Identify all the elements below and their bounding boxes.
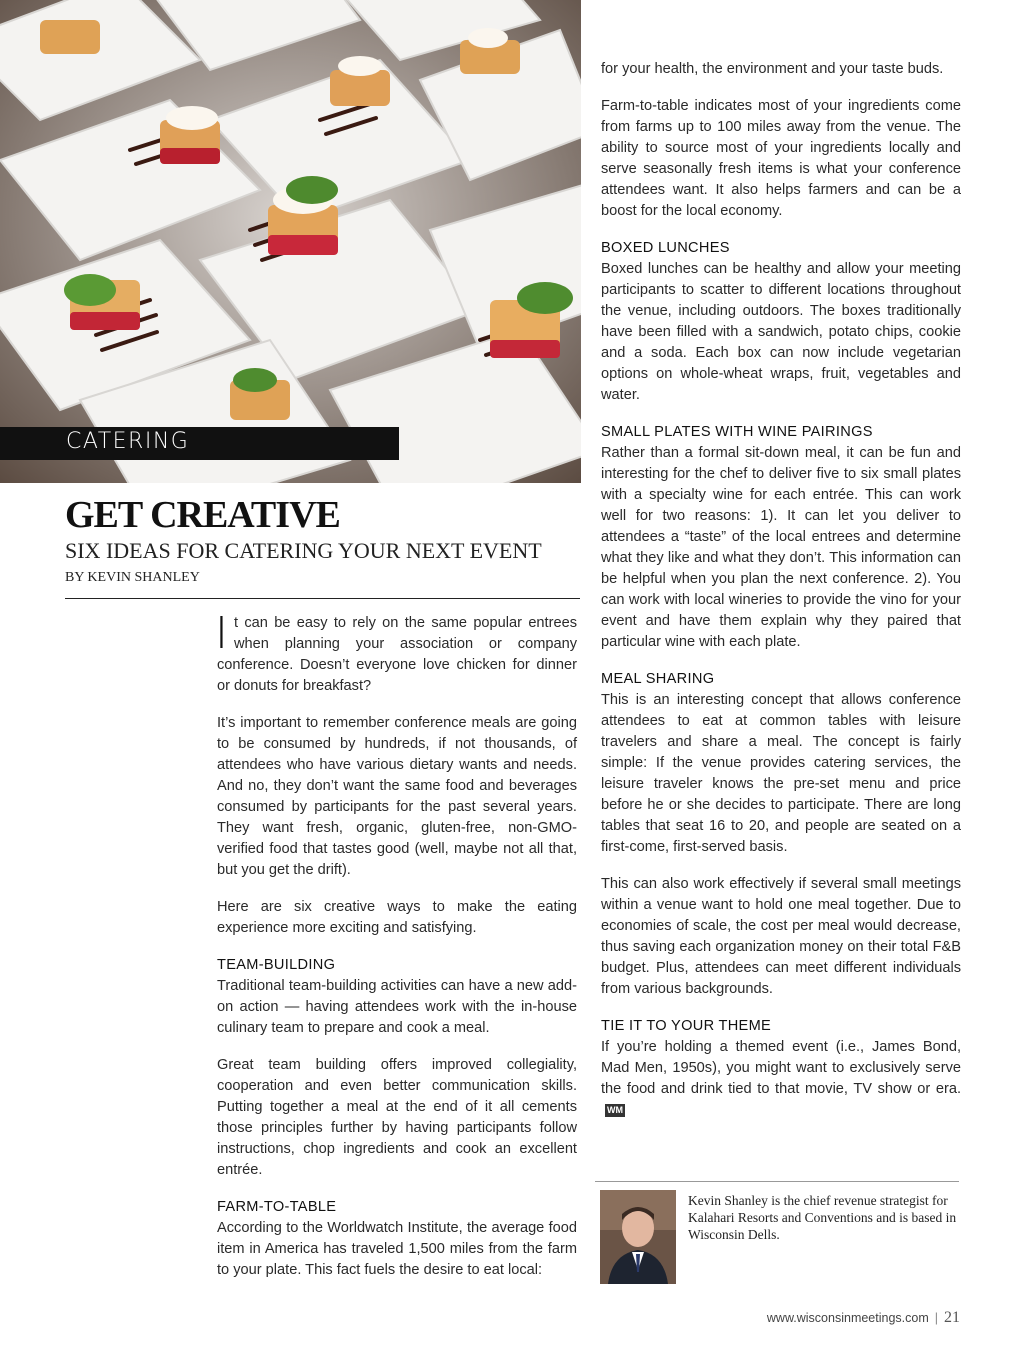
heading-meal-sharing: MEAL SHARING xyxy=(601,671,715,687)
section-label: CATERING xyxy=(66,429,190,454)
paragraph-farm-continued: for your health, the environment and your taste buds. xyxy=(601,61,944,77)
article-byline: BY KEVIN SHANLEY xyxy=(65,570,200,585)
author-portrait-icon xyxy=(600,1190,676,1284)
article-column-left xyxy=(215,608,577,1297)
drop-cap: I xyxy=(215,608,228,659)
section-band xyxy=(0,427,399,460)
paragraph-farm-to-table-2: Farm-to-table indicates most of your ingredients come from farms up to 100 miles away from the venue. The ability to source most of your ingredients locally and serve seasonally fresh items is what your conference attendees want. It also helps farmers and can be a boost for the local economy. xyxy=(601,98,961,219)
paragraph-meal-sharing-1: This is an interesting concept that allows conference attendees to eat at common tables with leisure travelers and share a meal. The concept is fairly simple: If the venue provides catering services, the leisure traveler knows the pre-set menu and price before he or she decides to participate. There are long tables that seat 16 to 20, and people are seated on a first-come, first-served basis. xyxy=(601,692,961,855)
paragraph-team-building-1: Traditional team-building activities can have a new add-on action — having attendees work with the in-house culinary team to prepare and cook a meal. xyxy=(217,978,577,1036)
paragraph-farm-to-table-1: According to the Worldwatch Institute, the average food item in America has traveled 1,500 miles from the farm to your plate. This fact fuels the desire to eat local: xyxy=(217,1220,577,1278)
heading-theme: TIE IT TO YOUR THEME xyxy=(601,1018,772,1034)
heading-boxed-lunches: BOXED LUNCHES xyxy=(601,240,730,256)
article-headline: GET CREATIVE xyxy=(65,494,340,536)
author-divider xyxy=(595,1181,959,1182)
paragraph-six-ways: Here are six creative ways to make the eating experience more exciting and satisfying. xyxy=(217,899,577,936)
paragraph-team-building-2: Great team building offers improved collegiality, cooperation and even better communication skills. Putting together a meal at the end of it all cements those principles further by having participants follow instructions, chop ingredients and cook an excellent entrée. xyxy=(217,1057,577,1178)
paragraph-small-plates: Rather than a formal sit-down meal, it can be fun and interesting for the chef to deliver five to six small plates with a specialty wine for each entrée. This can work well for two reasons: 1). It can let you deliver to attendees a “taste” of the local entrees and determine what they like and what they don’t. This information can be helpful when you plan the next conference. 2). You can work with local wineries to provide the vino for your event and have them explain why they paired that particular wine with each plate. xyxy=(601,445,961,650)
paragraph-boxed-lunches: Boxed lunches can be healthy and allow your meeting participants to scatter to different locations throughout the venue, including outdoors. The boxes traditionally have been filled with a sandwich, potato chips, cookie and a soda. Each box can now include vegetarian options on whole-wheat wraps, fruit, vegetables and water. xyxy=(601,261,961,403)
heading-small-plates: SMALL PLATES WITH WINE PAIRINGS xyxy=(601,424,873,440)
plated-dessert-photo-icon xyxy=(0,0,581,483)
footer-separator: | xyxy=(934,1311,938,1325)
author-photo xyxy=(600,1190,676,1284)
paragraph-theme: If you’re holding a themed event (i.e., James Bond, Mad Men, 1950s), you might want to exclusively serve the food and drink tied to that movie, TV show or era.WM xyxy=(601,1039,961,1115)
article-subhead: SIX IDEAS FOR CATERING YOUR NEXT EVENT xyxy=(65,538,542,563)
hero-photo xyxy=(0,0,581,483)
end-mark-badge: WM xyxy=(607,1104,623,1115)
heading-farm-to-table: FARM-TO-TABLE xyxy=(217,1199,337,1215)
heading-team-building: TEAM-BUILDING xyxy=(217,957,336,973)
footer-url[interactable]: www.wisconsinmeetings.com xyxy=(766,1311,929,1325)
paragraph-meal-sharing-2: This can also work effectively if several small meetings within a venue want to hold one meal together. Due to economies of scale, the cost per meal would decrease, thus saving each organization money on their total F&B budget. Plus, attendees can meet different individuals from various backgrounds. xyxy=(601,876,961,997)
headline-divider xyxy=(65,598,580,599)
article-column-right xyxy=(601,59,961,1137)
intro-paragraph: It can be easy to rely on the same popular entrees when planning your association or company conference. Doesn’t everyone love chicken for dinner or donuts for breakfast? xyxy=(215,608,577,694)
page-footer xyxy=(767,1309,960,1327)
author-bio: Kevin Shanley is the chief revenue strategist for Kalahari Resorts and Conventions and is based in Wisconsin Dells. xyxy=(688,1193,957,1242)
page-number: 21 xyxy=(944,1309,960,1326)
paragraph-dietary-needs: It’s important to remember conference meals are going to be consumed by hundreds, if not thousands, of attendees who have various dietary wants and needs. And no, they don’t want the same food and beverages consumed by participants for the past several years. They want fresh, organic, gluten-free, non-GMO-verified food that tastes good (well, maybe not all that, but you get the drift). xyxy=(217,715,577,878)
